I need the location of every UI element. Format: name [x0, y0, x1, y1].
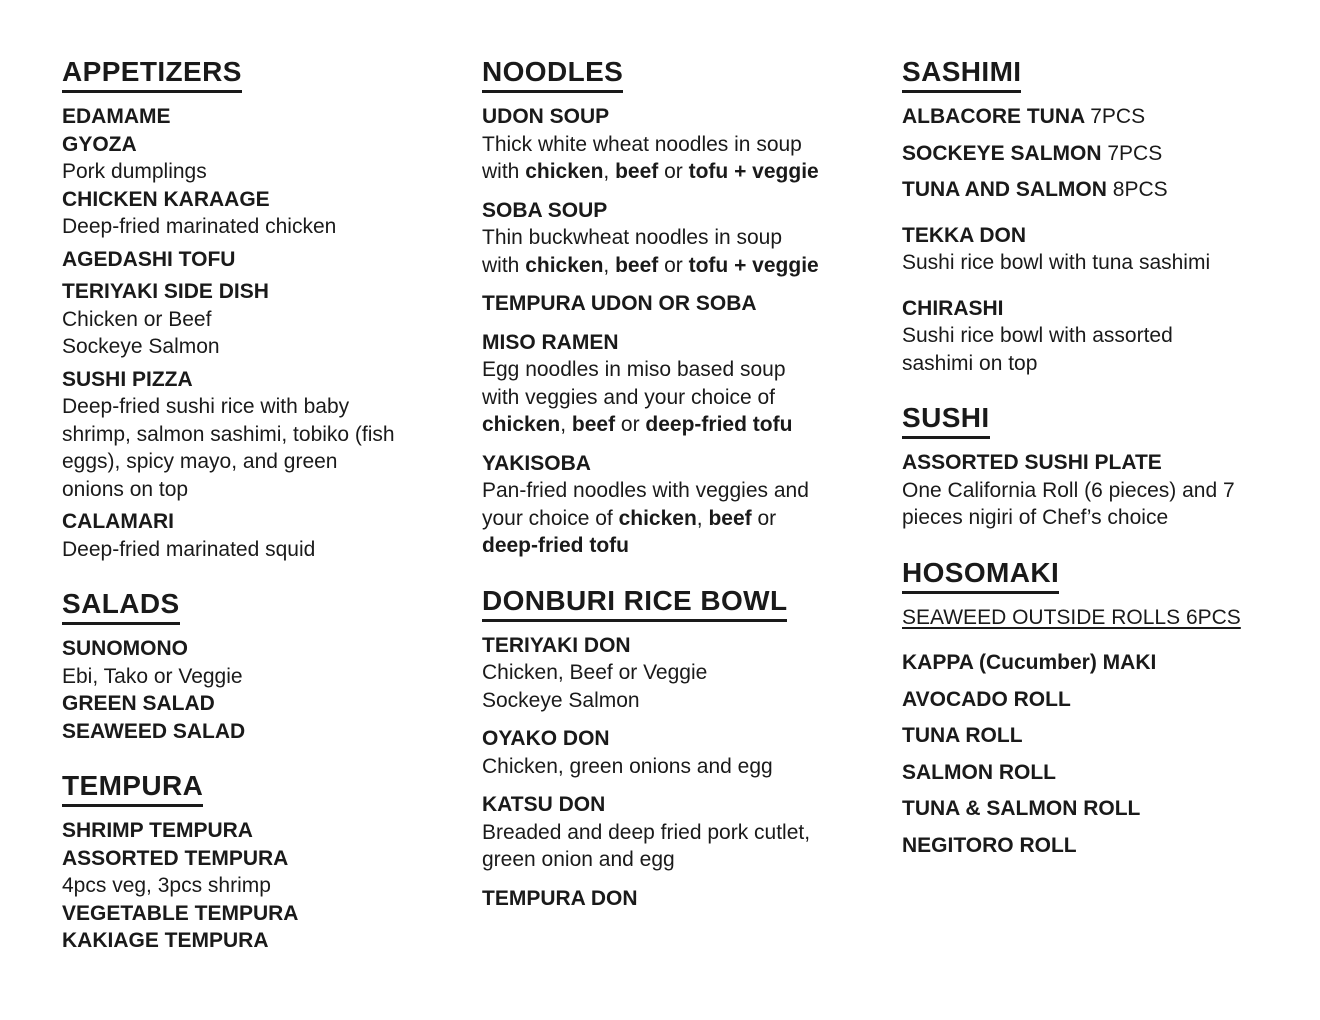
menu-text-bold: TEMPURA UDON OR SOBA: [482, 292, 757, 315]
section-heading-hosomaki: [902, 556, 1320, 595]
menu-text: Breaded and deep fried pork cutlet,: [482, 820, 811, 844]
menu-column-middle: [482, 55, 902, 960]
menu-line: [482, 384, 902, 412]
menu-item-group: [482, 197, 902, 280]
section-heading-text: SUSHI: [902, 401, 990, 439]
menu-line: [482, 532, 902, 560]
menu-line: [62, 718, 482, 746]
menu-line: [62, 366, 482, 394]
menu-line: [902, 222, 1320, 250]
menu-column-left: [62, 55, 482, 960]
menu-text: Pork dumplings: [62, 160, 207, 183]
section-heading-text: APPETIZERS: [62, 55, 242, 93]
menu-item-group: [62, 508, 482, 563]
menu-text: pieces nigiri of Chef’s choice: [902, 506, 1169, 529]
menu-text-bold: tofu + veggie: [688, 160, 819, 183]
menu-text-bold: EDAMAME: [62, 105, 171, 128]
menu-text: eggs), spicy mayo, and green: [62, 450, 338, 473]
menu-item-group: [902, 686, 1320, 714]
menu-text: 8PCS: [1112, 178, 1168, 201]
menu-line: [902, 176, 1320, 204]
menu-line: [482, 632, 902, 660]
menu-line: [482, 477, 902, 505]
menu-line: [482, 411, 902, 439]
menu-text-bold: SUSHI PIZZA: [62, 367, 193, 391]
section-heading-tempura: [62, 769, 482, 808]
section-heading-noodles: [482, 55, 902, 94]
menu-line: [62, 663, 482, 691]
section-heading-text: TEMPURA: [62, 769, 203, 807]
menu-column-right: [902, 55, 1320, 960]
menu-section-appetizers: [62, 55, 482, 563]
menu-section-donburi-rice-bowl: [482, 584, 902, 913]
menu-line: [482, 885, 902, 913]
menu-item-group: [482, 103, 902, 186]
menu-text: Thick white wheat noodles in soup: [482, 132, 802, 156]
menu-line: [62, 186, 482, 214]
menu-line: [902, 722, 1320, 750]
menu-section-sashimi: [902, 55, 1320, 377]
menu-text-bold: TERIYAKI DON: [482, 633, 631, 657]
menu-text: Deep-fried marinated chicken: [62, 215, 337, 238]
menu-item-group: [62, 366, 482, 504]
menu-text-bold: ALBACORE TUNA: [902, 105, 1091, 128]
menu-line: [62, 900, 482, 928]
menu-item-group: [482, 290, 902, 318]
section-heading-salads: [62, 587, 482, 626]
menu-text-bold: AVOCADO ROLL: [902, 687, 1071, 711]
menu-text: Chicken, green onions and egg: [482, 754, 773, 778]
menu-line: [902, 295, 1320, 323]
menu-line: [62, 213, 482, 241]
menu-text-bold: SHRIMP TEMPURA: [62, 819, 253, 842]
menu-line: [482, 659, 902, 687]
menu-item-group: [902, 832, 1320, 860]
menu-line: [902, 649, 1320, 677]
menu-text: sashimi on top: [902, 351, 1038, 375]
menu-item-group: [902, 449, 1320, 532]
menu-text-bold: UDON SOUP: [482, 105, 610, 128]
menu-item-group: [482, 725, 902, 780]
menu-text: ,: [560, 413, 572, 436]
menu-text-underlined: SEAWEED OUTSIDE ROLLS 6PCS: [902, 605, 1241, 629]
menu-text-bold: tofu + veggie: [688, 253, 819, 277]
menu-text-bold: VEGETABLE TEMPURA: [62, 901, 299, 925]
menu-text-bold: beef: [615, 253, 659, 277]
menu-text-bold: beef: [571, 413, 616, 436]
menu-text-bold: chicken: [618, 506, 697, 530]
menu-line: [62, 508, 482, 536]
menu-line: [902, 103, 1320, 131]
menu-text-bold: TUNA AND SALMON: [902, 178, 1113, 201]
menu-line: [62, 476, 482, 504]
menu-section-hosomaki: [902, 556, 1320, 860]
menu-item-group: [902, 795, 1320, 823]
section-heading-text: SASHIMI: [902, 55, 1021, 93]
menu-text-bold: OYAKO DON: [482, 727, 610, 750]
menu-item-group: [902, 722, 1320, 750]
menu-line: [902, 350, 1320, 378]
menu-line: [62, 131, 482, 159]
menu-line: [62, 246, 482, 274]
menu-text-bold: AGEDASHI TOFU: [62, 247, 236, 271]
menu-text-bold: NEGITORO ROLL: [902, 833, 1077, 857]
menu-line: [482, 791, 902, 819]
menu-text: shrimp, salmon sashimi, tobiko (fish: [62, 422, 395, 446]
menu-line: [482, 158, 902, 186]
menu-item-group: [902, 103, 1320, 131]
menu-text-bold: CALAMARI: [62, 510, 174, 533]
menu-text-bold: CHICKEN KARAAGE: [62, 187, 270, 211]
menu-line: [482, 252, 902, 280]
menu-text-bold: deep-fried tofu: [645, 413, 793, 436]
menu-text: with: [482, 253, 526, 277]
menu-text: Deep-fried marinated squid: [62, 537, 316, 561]
menu-line: [902, 795, 1320, 823]
menu-text-bold: ASSORTED TEMPURA: [62, 846, 289, 870]
menu-line: [902, 759, 1320, 787]
menu-line: [902, 504, 1320, 532]
section-heading-text: DONBURI RICE BOWL: [482, 584, 787, 622]
menu-text: onions on top: [62, 477, 189, 501]
menu-text-bold: TEKKA DON: [902, 223, 1027, 247]
menu-item-group: [62, 817, 482, 955]
menu-text-bold: SUNOMONO: [62, 637, 188, 660]
menu-line: [902, 832, 1320, 860]
menu-item-group: [482, 885, 902, 913]
menu-line: [902, 249, 1320, 277]
menu-item-group: [482, 632, 902, 715]
menu-text-bold: ASSORTED SUSHI PLATE: [902, 451, 1162, 474]
menu-text-bold: KATSU DON: [482, 793, 606, 816]
menu-line: [62, 306, 482, 334]
menu-text: Ebi, Tako or Veggie: [62, 664, 243, 688]
menu-text: with veggies and your choice of: [482, 385, 776, 409]
menu-text: 4pcs veg, 3pcs shrimp: [62, 874, 271, 897]
menu-text: Sockeye Salmon: [62, 335, 220, 358]
menu-line: [482, 224, 902, 252]
menu-line: [482, 197, 902, 225]
menu-line: [62, 278, 482, 306]
menu-text-bold: CHIRASHI: [902, 296, 1004, 320]
menu-text-bold: chicken: [482, 413, 561, 436]
menu-text: ,: [603, 253, 616, 277]
menu-text-bold: YAKISOBA: [482, 451, 591, 475]
menu-line: [902, 477, 1320, 505]
menu-text: Sushi rice bowl with tuna sashimi: [902, 251, 1211, 274]
menu-line: [482, 505, 902, 533]
menu-item-group: [902, 649, 1320, 677]
menu-text: or: [658, 160, 689, 183]
menu-section-tempura: [62, 769, 482, 955]
menu-text: or: [658, 253, 689, 277]
menu-text: ,: [603, 160, 616, 183]
menu-text: ,: [696, 506, 709, 530]
menu-text-bold: beef: [615, 160, 659, 183]
menu-line: [62, 333, 482, 361]
menu-item-group: [902, 176, 1320, 204]
menu-line: [62, 817, 482, 845]
menu-item-group: [902, 295, 1320, 378]
menu-text-bold: SEAWEED SALAD: [62, 719, 246, 743]
menu-line: [482, 131, 902, 159]
menu-text-bold: GREEN SALAD: [62, 692, 215, 715]
menu-line: [482, 687, 902, 715]
menu-text-bold: KAPPA (Cucumber) MAKI: [902, 651, 1157, 674]
menu-line: [62, 103, 482, 131]
menu-line: [62, 927, 482, 955]
menu-line: [482, 725, 902, 753]
menu-line: [902, 322, 1320, 350]
menu-text: Deep-fried sushi rice with baby: [62, 395, 350, 418]
menu-text: Pan-fried noodles with veggies and: [482, 479, 809, 502]
menu-text-bold: KAKIAGE TEMPURA: [62, 929, 269, 952]
menu-section-noodles: [482, 55, 902, 560]
section-heading-appetizers: [62, 55, 482, 94]
menu-text: 7PCS: [1107, 141, 1163, 165]
section-heading-sushi: [902, 401, 1320, 440]
menu-line: [482, 356, 902, 384]
menu-item-group: [62, 278, 482, 361]
menu-item-group: [902, 222, 1320, 277]
menu-item-group: [62, 635, 482, 745]
menu-text: green onion and egg: [482, 848, 675, 871]
menu-text-bold: GYOZA: [62, 132, 137, 156]
menu-line: [62, 635, 482, 663]
menu-line: [482, 290, 902, 318]
section-heading-text: NOODLES: [482, 55, 623, 93]
menu-text: Sushi rice bowl with assorted: [902, 324, 1173, 347]
menu-line: [62, 448, 482, 476]
menu-text: or: [615, 413, 646, 436]
menu-line: [902, 604, 1320, 632]
menu-text-bold: TUNA & SALMON ROLL: [902, 797, 1141, 820]
menu-text: your choice of: [482, 506, 619, 530]
menu-item-group: [902, 604, 1320, 632]
menu-text-bold: TERIYAKI SIDE DISH: [62, 280, 269, 303]
menu-item-group: [482, 329, 902, 439]
menu-item-group: [482, 450, 902, 560]
menu-text-bold: chicken: [525, 253, 604, 277]
section-heading-sashimi: [902, 55, 1320, 94]
menu-text: with: [482, 160, 526, 183]
menu-line: [62, 845, 482, 873]
section-heading-text: HOSOMAKI: [902, 556, 1059, 594]
menu-line: [482, 819, 902, 847]
menu-line: [482, 846, 902, 874]
menu-line: [62, 536, 482, 564]
menu-line: [482, 103, 902, 131]
menu-line: [62, 158, 482, 186]
menu-text: Sockeye Salmon: [482, 688, 640, 712]
menu-line: [482, 450, 902, 478]
section-heading-text: SALADS: [62, 587, 180, 625]
menu-section-sushi: [902, 401, 1320, 532]
menu-text-bold: TUNA ROLL: [902, 724, 1023, 747]
menu-text: 7PCS: [1090, 105, 1146, 128]
menu-text: Egg noodles in miso based soup: [482, 358, 786, 381]
menu-section-salads: [62, 587, 482, 745]
menu-item-group: [482, 791, 902, 874]
menu-line: [482, 329, 902, 357]
menu-line: [482, 753, 902, 781]
menu-item-group: [62, 103, 482, 241]
menu-text-bold: deep-fried tofu: [482, 534, 629, 557]
menu-item-group: [62, 246, 482, 274]
menu-text: Chicken, Beef or Veggie: [482, 661, 708, 684]
menu-text-bold: TEMPURA DON: [482, 886, 638, 910]
menu-item-group: [902, 759, 1320, 787]
menu-text: Thin buckwheat noodles in soup: [482, 226, 783, 249]
menu-line: [62, 421, 482, 449]
section-heading-donburi-rice-bowl: [482, 584, 902, 623]
menu-text-bold: SOCKEYE SALMON: [902, 141, 1108, 165]
menu-line: [62, 872, 482, 900]
menu-line: [902, 686, 1320, 714]
menu-line: [62, 393, 482, 421]
menu-line: [902, 140, 1320, 168]
menu-line: [62, 690, 482, 718]
menu-line: [902, 449, 1320, 477]
menu-text-bold: beef: [708, 506, 752, 530]
menu-text: One California Roll (6 pieces) and 7: [902, 478, 1235, 502]
menu-item-group: [902, 140, 1320, 168]
menu-text: or: [751, 506, 777, 530]
menu-text: Chicken or Beef: [62, 307, 212, 331]
menu-text-bold: SALMON ROLL: [902, 760, 1056, 784]
menu-text-bold: chicken: [525, 160, 604, 183]
menu-text-bold: MISO RAMEN: [482, 330, 619, 354]
menu-text-bold: SOBA SOUP: [482, 198, 608, 222]
